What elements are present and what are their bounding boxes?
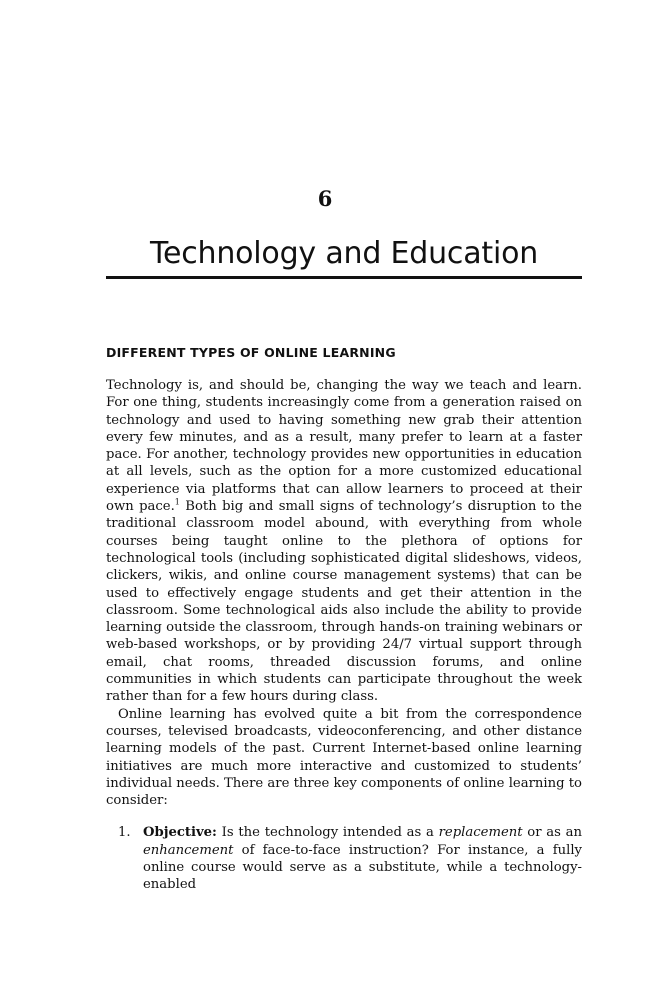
chapter-number: 6 xyxy=(317,186,333,211)
list-item-emphasis: enhancement xyxy=(143,842,234,858)
paragraph-1-text-continued: Both big and small signs of technology’s disruption to the traditional classroom model abound, with everything from whole courses being taught online to the plethora of options for technological tools (including sophisticated digital slideshows, videos, clickers, wikis, and online course management systems) that can be used to effectively engage students and get their attention in the classroom. Some technological aids also include the ability to provide learning outside the classroom, through hands-on training webinars or web-based workshops, or by providing 24/7 virtual support through email, chat rooms, threaded discussion forums, and online communities in which students can participate throughout the week rather than for a few hours during class. xyxy=(106,499,582,705)
chapter-title: Technology and Education xyxy=(149,236,539,271)
list-item-emphasis: replacement xyxy=(438,825,523,841)
footnote-marker: 1 xyxy=(174,497,180,507)
list-item-number: 1. xyxy=(118,825,131,841)
section-heading: DIFFERENT TYPES OF ONLINE LEARNING xyxy=(106,345,396,360)
list-item-text: of face-to-face instruction? For instance, a fully online course would serve as a substitute, while a technology-enabled xyxy=(143,842,582,893)
list-item-text: or as an xyxy=(522,825,582,841)
paragraph-2: Online learning has evolved quite a bit from the correspondence courses, televised broadcasts, videoconferencing, and other distance learning models of the past. Current Internet-based online learning initiatives are much more interactive and customized to students’ individual needs. There are three key components of online learning to consider: xyxy=(106,706,582,809)
paragraph-1-text: Technology is, and should be, changing the way we teach and learn. For one thing, students increasingly come from a generation raised on technology and used to having something new grab their attention every few minutes, and as a result, many prefer to learn at a faster pace. For another, technology provides new opportunities in education at all levels, such as the option for a more customized educational experience via platforms that can allow learners to proceed at their own pace. xyxy=(106,378,582,515)
title-rule xyxy=(106,276,582,279)
list-item xyxy=(106,824,582,893)
paragraph-1 xyxy=(106,377,582,706)
list-item-text: Is the technology intended as a xyxy=(216,825,439,841)
body-text xyxy=(106,377,582,894)
list-item-label: Objective: xyxy=(143,825,217,841)
components-list xyxy=(106,824,582,893)
